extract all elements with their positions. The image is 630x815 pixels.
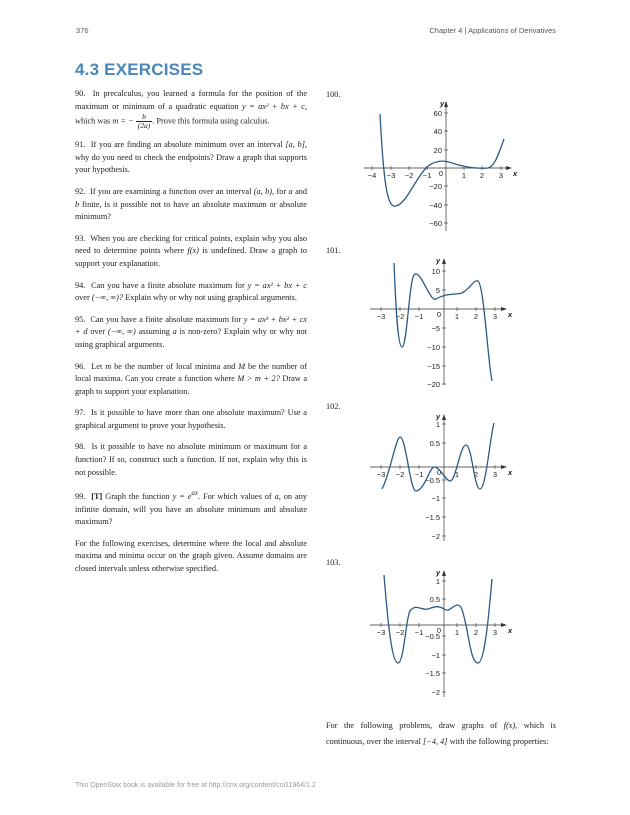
y-tick-label: −40 [429, 201, 442, 210]
x-tick-label: 2 [473, 470, 479, 479]
x-tick-label: −2 [395, 470, 405, 479]
x-tick-label: 3 [492, 628, 498, 637]
x-tick-label: −3 [386, 171, 396, 180]
y-tick-label: −1 [431, 494, 440, 503]
x-tick-label: −3 [376, 312, 386, 321]
function-curve [380, 114, 504, 206]
exercise-98: 98. Is it possible to have no absolute minimum or maximum for a function? If so, construct such a function. If not, explain why this is not possible. [75, 442, 307, 477]
x-axis-arrow [501, 307, 507, 311]
exercise-97: 97. Is it possible to have more than one absolute maximum? Use a graphical argument to prove your hypothesis. [75, 408, 307, 430]
y-tick-label: 10 [431, 267, 440, 276]
y-tick-label: −20 [429, 182, 442, 191]
y-tick-label: 5 [435, 286, 440, 295]
origin-label: 0 [436, 310, 441, 319]
y-axis-arrow [442, 258, 446, 264]
y-tick-label: −15 [427, 362, 440, 371]
fraction: $\frac{b}{(2a)}$ [137, 112, 151, 131]
y-axis-label: y [436, 256, 441, 265]
x-tick-label: 3 [492, 312, 498, 321]
origin-label: 0 [436, 468, 441, 477]
exercise-90: 90. In precalculus, you learned a formula for the position of the maximum or minimum of a quadratic equation y = ax² + bx + c, which was m = − $\frac{b}{(2a)}$ . Prove this formula using calculus. [75, 89, 308, 131]
x-tick-label: −1 [422, 171, 432, 180]
y-tick-label: −5 [431, 324, 440, 333]
x-tick-label: −1 [414, 470, 424, 479]
y-tick-label: 20 [433, 146, 442, 155]
instructions: For the following exercises, determine where the local and absolute maxima and minima occur on the graph given. Assume domains are closed intervals unless otherwise specified. [75, 538, 307, 573]
exercise-93: 93. When you are checking for critical points, explain why you also need to determine points where f(x) is undefined. Draw a graph to support your explanation. [75, 233, 307, 268]
x-tick-label: −1 [414, 628, 424, 637]
function-curve [384, 575, 492, 663]
x-tick-label: 2 [473, 312, 479, 321]
x-tick-label: 1 [454, 312, 460, 321]
y-tick-label: −1.5 [425, 669, 440, 678]
x-axis-arrow [506, 166, 512, 170]
exercise-95: 95. Can you have a finite absolute maximum for y = ax³ + bx² + cx + d over (−∞, ∞) assuming a is non-zero? Explain why or why not using graphical arguments. [75, 314, 307, 349]
graph-103 [360, 565, 520, 705]
y-axis-label: y [436, 568, 441, 577]
y-axis-arrow [442, 414, 446, 420]
section-title: 4.3 EXERCISES [75, 60, 204, 79]
x-tick-label: 3 [492, 470, 498, 479]
x-axis-label: x [508, 468, 513, 477]
problem-100-number: 100. [326, 90, 341, 99]
problem-102-number: 102. [326, 402, 341, 411]
problem-103-number: 103. [326, 558, 341, 567]
x-tick-label: 2 [479, 171, 485, 180]
x-tick-label: −2 [404, 171, 414, 180]
y-tick-label: −0.5 [425, 476, 440, 485]
y-tick-label: 0.5 [429, 595, 440, 604]
y-tick-label: 0.5 [429, 439, 440, 448]
x-axis-label: x [513, 169, 518, 178]
y-tick-label: −10 [427, 343, 440, 352]
graph-101 [360, 253, 520, 393]
x-tick-label: 1 [461, 171, 467, 180]
y-axis-label: y [436, 412, 441, 421]
x-axis-arrow [501, 465, 507, 469]
y-tick-label: −1.5 [425, 513, 440, 522]
x-tick-label: −3 [376, 470, 386, 479]
y-tick-label: −60 [429, 219, 442, 228]
y-tick-label: −2 [431, 532, 440, 541]
x-tick-label: −2 [395, 312, 405, 321]
x-tick-label: 1 [454, 470, 460, 479]
exercise-column [75, 88, 307, 585]
y-axis-arrow [444, 101, 448, 107]
problem-101-number: 101. [326, 246, 341, 255]
graph-100 [360, 96, 520, 241]
x-axis-label: x [508, 626, 513, 635]
exercise-92: 92. If you are examining a function over an interval (a, b), for a and b finite, is it possible not to have an absolute maximum or absolute minimum? [75, 186, 308, 222]
y-tick-label: −20 [427, 380, 440, 389]
x-tick-label: 3 [498, 171, 504, 180]
x-tick-label: 2 [473, 628, 479, 637]
y-axis-arrow [442, 570, 446, 576]
y-axis-label: y [440, 99, 445, 108]
x-tick-label: −2 [395, 628, 405, 637]
x-axis-label: x [508, 310, 513, 319]
follow-up-instructions: For the following problems, draw graphs of f(x), which is continuous, over the interval [−4, 4] with the following properties: [326, 721, 556, 747]
y-tick-label: 60 [433, 109, 442, 118]
footer: This OpenStax book is available for free at http://cnx.org/content/col11964/1.2 [75, 782, 316, 789]
x-tick-label: −1 [414, 312, 424, 321]
y-tick-label: −0.5 [425, 632, 440, 641]
y-tick-label: 1 [435, 420, 440, 429]
x-axis-arrow [501, 623, 507, 627]
exercise-91: 91. If you are finding an absolute minimum over an interval [a, b], why do you need to check the endpoints? Draw a graph that supports your hypothesis. [75, 140, 307, 175]
graph-102 [360, 409, 520, 549]
y-tick-label: 1 [435, 577, 440, 586]
x-tick-label: −3 [376, 628, 386, 637]
x-tick-label: −4 [367, 171, 377, 180]
exercise-96: 96. Let m be the number of local minima and M be the number of local maxima. Can you create a function where M > m + 2? Draw a graph to support your explanation. [75, 361, 308, 396]
exercise-94: 94. Can you have a finite absolute maximum for y = ax² + bx + c over (−∞, ∞)? Explain why or why not using graphical arguments. [75, 280, 307, 303]
origin-label: 0 [438, 169, 443, 178]
y-tick-label: −2 [431, 688, 440, 697]
exercise-99: 99. [T] Graph the function $y = e^{ax}$. For which values of a, on any infinite domain, will you have an absolute minimum and absolute maximum? [75, 490, 307, 527]
chapter-header: Chapter 4 | Applications of Derivatives [429, 26, 556, 35]
page-number: 376 [76, 26, 89, 35]
x-tick-label: 1 [454, 628, 460, 637]
function-curve [394, 263, 492, 381]
origin-label: 0 [436, 626, 441, 635]
y-tick-label: −1 [431, 651, 440, 660]
y-tick-label: 40 [433, 127, 442, 136]
